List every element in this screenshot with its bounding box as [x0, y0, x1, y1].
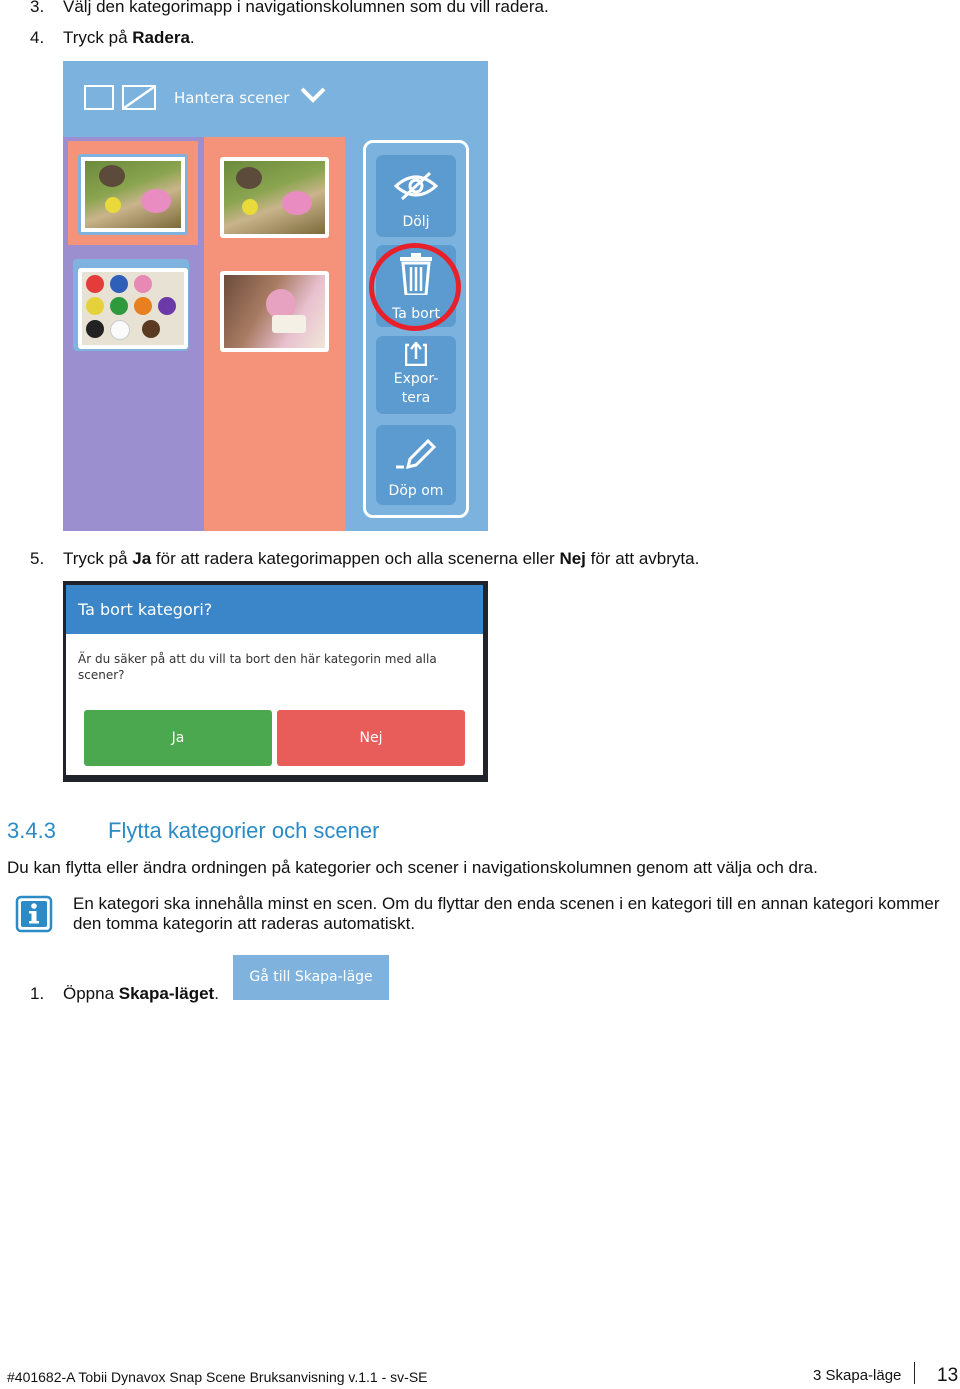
step-text	[63, 549, 699, 569]
scene-image	[82, 272, 184, 345]
step-text-part: Tryck på	[63, 28, 133, 47]
scene-thumbnail-play[interactable]	[220, 157, 329, 238]
dialog-title: Ta bort kategori?	[78, 600, 213, 619]
step-text-part: Tryck på	[63, 549, 133, 568]
toolbar-title[interactable]: Hantera scener	[174, 89, 290, 107]
select-all-square-icon[interactable]	[122, 85, 156, 110]
yes-button[interactable]: Ja	[84, 710, 272, 766]
eye-hidden-icon	[394, 171, 438, 201]
step-number: 5.	[30, 549, 45, 568]
step-text-part: för att avbryta.	[585, 549, 700, 568]
footer-divider	[914, 1362, 915, 1384]
goto-create-mode-button[interactable]: Gå till Skapa-läge	[233, 955, 389, 1000]
section-number: 3.4.3	[7, 818, 56, 843]
export-label-2: tera	[401, 390, 431, 406]
step-number: 1.	[30, 984, 45, 1003]
export-label-1: Expor-	[393, 371, 439, 387]
section-paragraph: Du kan flytta eller ändra ordningen på kategorier och scener i navigationskolumnen genom att välja och dra.	[7, 858, 818, 877]
hide-button[interactable]	[376, 155, 456, 237]
category-thumbnail-balls[interactable]	[78, 268, 188, 349]
scene-thumbnail-reading[interactable]	[220, 271, 329, 352]
info-note: En kategori ska innehålla minst en scen. Om du flyttar den enda scenen i en kategori till en annan kategori kommer den tomma kategorin att raderas automatiskt.	[73, 894, 940, 933]
footer-chapter: 3 Skapa-läge	[813, 1367, 902, 1384]
export-button[interactable]	[376, 336, 456, 414]
scene-image	[224, 161, 325, 234]
step-4	[30, 28, 930, 48]
step-1	[30, 984, 250, 1004]
step-5	[30, 549, 930, 569]
no-button[interactable]: Nej	[277, 710, 465, 766]
step-3	[30, 0, 930, 17]
highlight-circle	[369, 243, 461, 331]
step-number: 3.	[30, 0, 45, 16]
dialog-header	[66, 585, 483, 634]
step-text-part: .	[189, 28, 195, 47]
step-text: Välj den kategorimapp i navigationskolumnen som du vill radera.	[63, 0, 549, 16]
step-bold-term: Nej	[559, 549, 586, 568]
dialog-message: Är du säker på att du vill ta bort den här kategorin med alla scener?	[78, 652, 437, 682]
step-text-part: Öppna	[63, 984, 119, 1003]
delete-label: Ta bort	[392, 306, 440, 322]
hide-label: Dölj	[402, 214, 430, 230]
category-thumbnail-play[interactable]	[78, 154, 188, 235]
scene-image	[85, 161, 181, 228]
step-text-part: .	[214, 984, 219, 1003]
select-square-icon[interactable]	[84, 85, 114, 110]
pencil-icon	[394, 439, 438, 471]
step-text	[63, 28, 195, 48]
export-icon	[405, 342, 427, 366]
section-title: Flytta kategorier och scener	[108, 818, 380, 843]
rename-button[interactable]	[376, 425, 456, 505]
page-number: 13	[937, 1365, 959, 1386]
rename-label: Döp om	[388, 483, 444, 499]
step-text	[63, 984, 219, 1004]
step-number: 4.	[30, 28, 45, 47]
scene-image	[224, 275, 325, 348]
step-bold-term: Ja	[132, 549, 152, 568]
step-bold-term: Radera	[132, 28, 190, 47]
step-bold-term: Skapa-läget	[118, 984, 215, 1003]
manage-scenes-screenshot	[63, 61, 488, 531]
info-icon	[15, 895, 53, 933]
step-text-part: för att radera kategorimappen och alla scenerna eller	[151, 549, 560, 568]
footer-document-id: #401682-A Tobii Dynavox Snap Scene Bruksanvisning v.1.1 - sv-SE	[7, 1369, 428, 1385]
delete-dialog-screenshot	[63, 581, 488, 782]
delete-category-dialog	[66, 585, 483, 775]
chevron-down-icon[interactable]	[299, 83, 327, 105]
top-toolbar	[63, 61, 488, 137]
